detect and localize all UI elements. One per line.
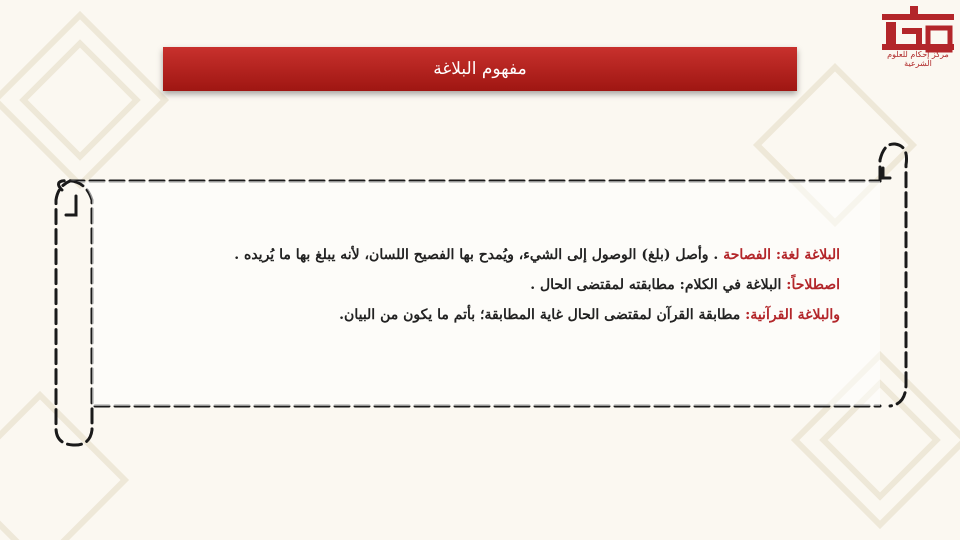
- line-language-definition: [110, 240, 840, 270]
- line-text: البلاغة في الكلام: مطابقته لمقتضى الحال .: [530, 277, 787, 293]
- line-technical-definition: [110, 270, 840, 300]
- content-body: [110, 240, 840, 330]
- line-quranic-definition: [110, 300, 840, 330]
- line-label: البلاغة لغة: الفصاحة: [723, 247, 840, 263]
- line-text: . وأصل (بلغ) الوصول إلى الشيء، ويُمدح بها الفصيح اللسان، لأنه يبلغ بها ما يُريده .: [234, 247, 724, 263]
- line-label: والبلاغة القرآنية:: [745, 307, 840, 323]
- page-title-text: مفهوم البلاغة: [433, 59, 527, 79]
- logo-subtitle: مركز إحكام للعلوم الشرعية: [887, 50, 949, 68]
- line-text: مطابقة القرآن لمقتضى الحال غاية المطابقة؛ بأتم ما يكون من البيان.: [339, 307, 746, 323]
- line-label: اصطلاحاً:: [786, 277, 840, 293]
